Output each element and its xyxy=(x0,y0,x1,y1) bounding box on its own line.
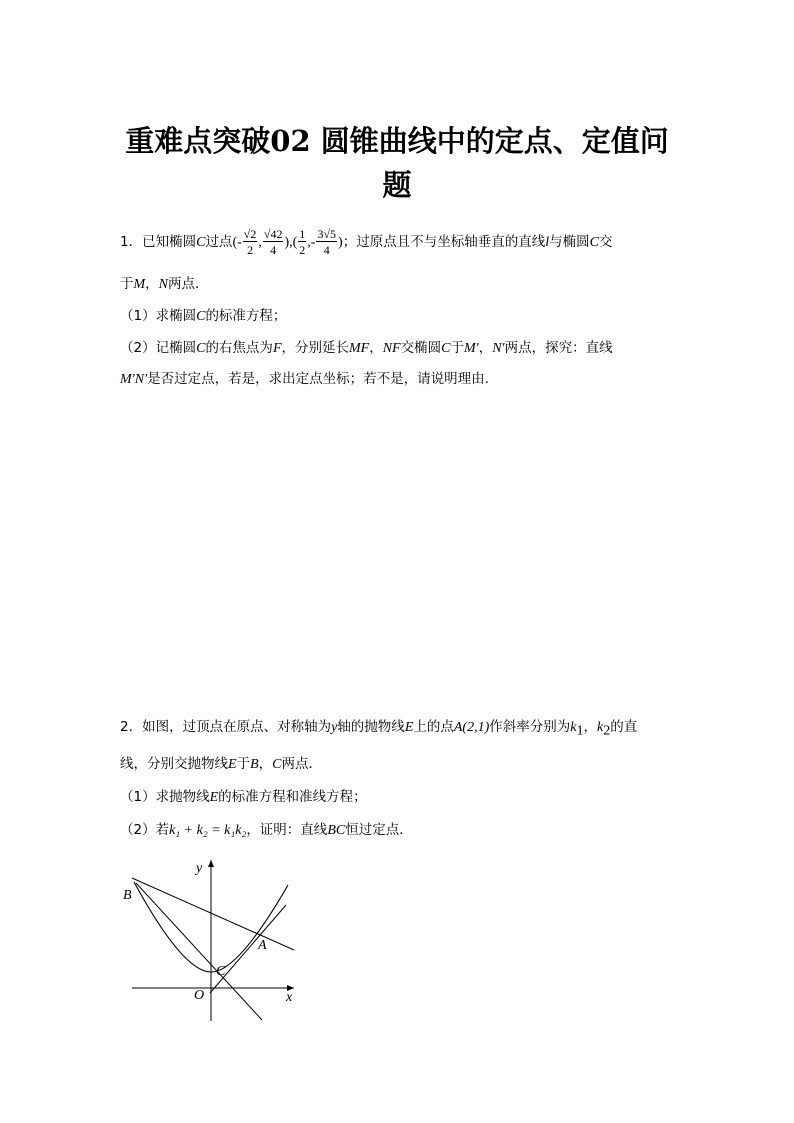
label-y: y xyxy=(196,861,203,876)
label-B: B xyxy=(123,888,132,903)
problem-1-question-1: （1）求椭圆C的标准方程； xyxy=(120,308,287,324)
problem-1-question-2-line-2: M′N′是否过定点，若是，求出定点坐标；若不是，请说明理由． xyxy=(120,371,499,387)
problem-2-question-1: （1）求抛物线E的标准方程和准线方程； xyxy=(120,789,367,805)
problem-1-line-2: 于M，N两点． xyxy=(120,276,209,292)
condition-equation: k₁ + k₂ = k₁k₂ xyxy=(169,823,247,838)
line-BA xyxy=(132,878,294,950)
label-C: C xyxy=(216,964,226,979)
label-x: x xyxy=(286,990,293,1005)
label-A: A xyxy=(258,938,267,953)
fraction-1-over-2: $\frac{1}{2}$ xyxy=(299,227,306,257)
page-title-line-1: 重难点突破02 圆锥曲线中的定点、定值问 xyxy=(125,124,669,158)
page-title-line-2: 题 xyxy=(382,168,412,202)
problem-2-number: 2． xyxy=(120,719,143,735)
problem-2-line-2: 线，分别交抛物线E于B，C两点． xyxy=(120,756,322,772)
y-axis-arrow xyxy=(208,860,214,867)
problem-2-line-1: 2．如图，过顶点在原点、对称轴为y轴的抛物线E上的点A(2,1)作斜率分别为$k_1$，$k_2$的直 xyxy=(120,719,638,739)
label-O: O xyxy=(194,988,205,1003)
fraction-sqrt42-over-4: $\frac{√42}{4}$ xyxy=(263,227,283,257)
problem-1-question-2-line-1: （2）记椭圆C的右焦点为F，分别延长MF，NF交椭圆C于M′，N′两点，探究：直线 xyxy=(120,340,613,356)
parabola-figure xyxy=(118,855,308,1030)
fraction-3sqrt5-over-4: $\frac{3√5}{4}$ xyxy=(317,227,337,257)
problem-1-line-1: 1．已知椭圆C过点(- $\frac{√2}{2}$ , $\frac{√42}{4}$ ),( $\frac{1}{2}$ ,- $\frac{3√5}{4}$ )；过原点且不与坐标轴垂直的直线l与椭圆C交 xyxy=(120,227,613,257)
problem-1-number: 1． xyxy=(120,234,143,250)
problem-2-question-2: （2）若k₁ + k₂ = k₁k₂，证明：直线BC恒过定点． xyxy=(120,822,413,838)
fraction-sqrt2-over-2: $\frac{√2}{2}$ xyxy=(243,227,257,257)
